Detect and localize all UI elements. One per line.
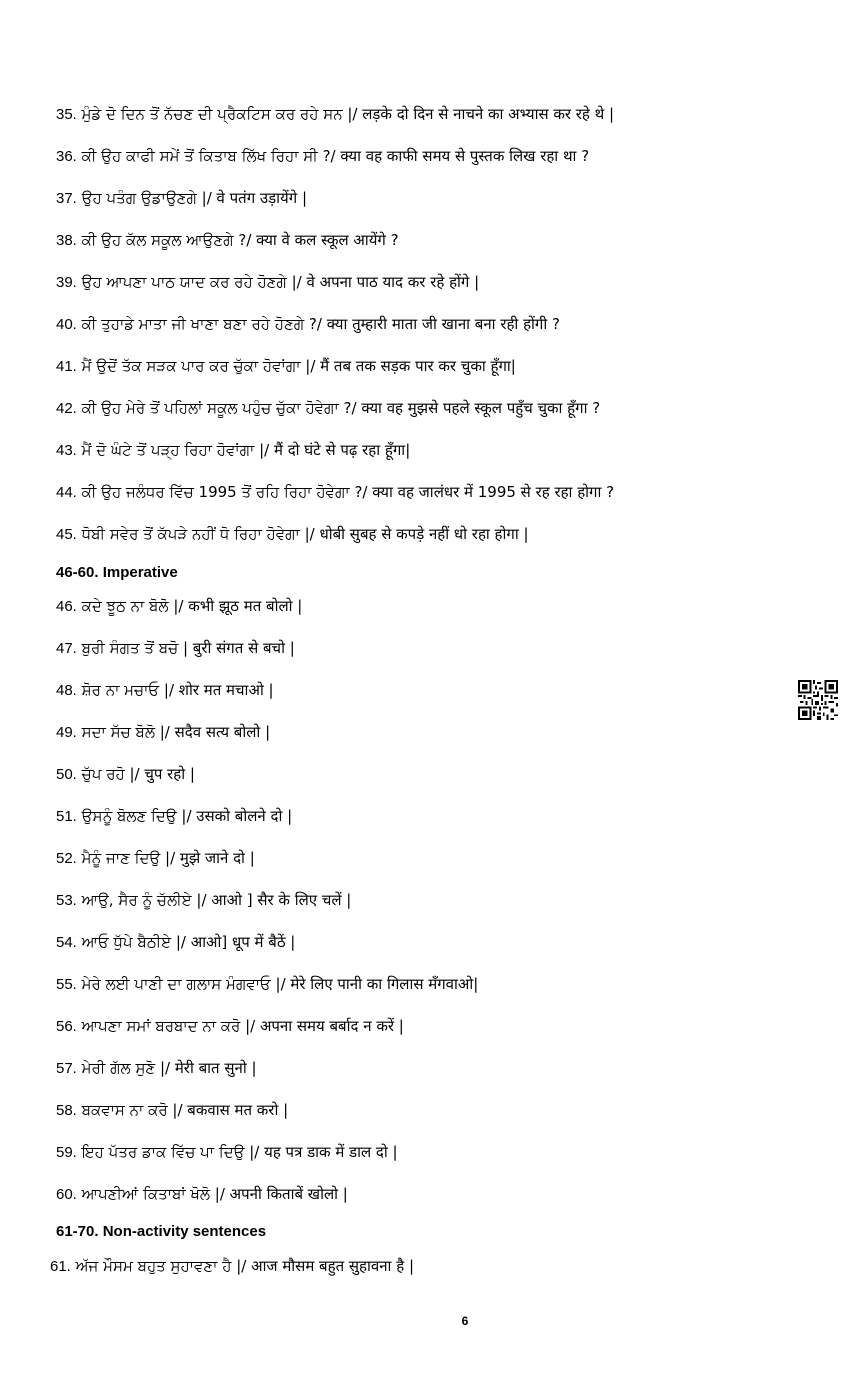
item-number: 47. <box>56 640 77 657</box>
item-number: 51. <box>56 808 77 825</box>
item-number: 41. <box>56 358 77 375</box>
item-text: ਮੈਂ ਉਦੋਂ ਤੱਕ ਸੜਕ ਪਾਰ ਕਰ ਚੁੱਕਾ ਹੋਵਾਂਗਾ |/ मैं तब तक सड़क पार कर चुका हूँगा| <box>81 357 516 375</box>
item-number: 53. <box>56 892 77 909</box>
item-number: 50. <box>56 766 77 783</box>
item-number: 56. <box>56 1018 77 1035</box>
item-number: 35. <box>56 106 77 123</box>
item-number: 37. <box>56 190 77 207</box>
item-text: ਉਸਨੂੰ ਬੋਲਣ ਦਿਉ |/ उसको बोलने दो | <box>81 807 293 825</box>
sentence-line <box>56 1100 288 1121</box>
item-number: 43. <box>56 442 77 459</box>
sentence-line <box>56 1016 404 1037</box>
sentence-line <box>56 1184 348 1205</box>
sentence-line <box>56 848 255 869</box>
sentence-line <box>56 146 589 167</box>
sentence-line <box>56 188 307 209</box>
item-number: 52. <box>56 850 77 867</box>
item-text: ਕੀ ਉਹ ਕਾਫੀ ਸਮੇਂ ਤੋਂ ਕਿਤਾਬ ਲਿੱਖ ਰਿਹਾ ਸੀ ?/ क्या वह काफी समय से पुस्तक लिख रहा था ? <box>81 147 590 165</box>
item-text: ਸ਼ੋਰ ਨਾ ਮਚਾਓ |/ शोर मत मचाओ | <box>81 681 274 699</box>
sentence-line <box>56 1058 257 1079</box>
sentence-line <box>56 806 292 827</box>
sentence-line <box>56 932 295 953</box>
item-number: 38. <box>56 232 77 249</box>
item-number: 44. <box>56 484 77 501</box>
sentence-line <box>56 440 410 461</box>
item-text: ਕੀ ਉਹ ਮੇਰੇ ਤੋਂ ਪਹਿਲਾਂ ਸਕੂਲ ਪਹੁੰਚ ਚੁੱਕਾ ਹੋਵੇਗਾ ?/ क्या वह मुझसे पहले स्कूल पहुँच चुका हूँगा ? <box>81 399 601 417</box>
item-number: 61. <box>50 1258 71 1275</box>
item-text: ਧੋਬੀ ਸਵੇਰ ਤੋਂ ਕੱਪੜੇ ਨਹੀਂ ਧੋ ਰਿਹਾ ਹੋਵੇਗਾ |/ धोबी सुबह से कपड़े नहीं धो रहा होगा | <box>81 525 529 543</box>
item-number: 58. <box>56 1102 77 1119</box>
sentence-line <box>56 596 302 617</box>
item-number: 46. <box>56 598 77 615</box>
sentence-line <box>56 524 529 545</box>
sentence-line <box>56 638 295 659</box>
item-number: 39. <box>56 274 77 291</box>
item-text: ਆਪਣਾ ਸਮਾਂ ਬਰਬਾਦ ਨਾ ਕਰੋ |/ अपना समय बर्बाद न करें | <box>81 1017 404 1035</box>
section-heading-imperative: 46-60. Imperative <box>56 564 178 581</box>
item-text: ਆਪਣੀਆਂ ਕਿਤਾਬਾਂ ਖੋਲੋ |/ अपनी किताबें खोलो | <box>81 1185 348 1203</box>
sentence-line <box>56 764 195 785</box>
item-number: 54. <box>56 934 77 951</box>
item-text: ਕੀ ਉਹ ਜਲੰਧਰ ਵਿੱਚ 1995 ਤੋਂ ਰਹਿ ਰਿਹਾ ਹੋਵੇਗਾ ?/ क्या वह जालंधर में 1995 से रह रहा होगा ? <box>81 483 615 501</box>
sentence-line <box>56 482 614 503</box>
item-number: 48. <box>56 682 77 699</box>
qr-code-icon <box>798 680 838 720</box>
item-text: ਕਦੇ ਝੂਠ ਨਾ ਬੋਲੋ |/ कभी झूठ मत बोलो | <box>81 597 303 615</box>
sentence-line <box>56 230 399 251</box>
sentence-line <box>56 890 351 911</box>
item-number: 36. <box>56 148 77 165</box>
item-number: 49. <box>56 724 77 741</box>
sentence-line <box>56 680 274 701</box>
item-number: 42. <box>56 400 77 417</box>
sentence-line <box>56 356 516 377</box>
sentence-line <box>56 974 478 995</box>
item-text: ਮੁੰਡੇ ਦੋ ਦਿਨ ਤੋਂ ਨੱਚਣ ਦੀ ਪ੍ਰੈਕਟਿਸ ਕਰ ਰਹੇ ਸਨ |/ लड़के दो दिन से नाचने का अभ्यास कर रहे थे | <box>81 105 615 123</box>
sentence-line <box>56 104 614 125</box>
item-number: 57. <box>56 1060 77 1077</box>
page-number: 6 <box>461 1314 469 1328</box>
item-text: ਮੈਨੂੰ ਜਾਣ ਦਿਉ |/ मुझे जाने दो | <box>81 849 255 867</box>
section-heading-nonactivity: 61-70. Non-activity sentences <box>56 1223 267 1240</box>
sentence-line <box>50 1256 414 1277</box>
item-number: 45. <box>56 526 77 543</box>
item-number: 59. <box>56 1144 77 1161</box>
item-text: ਚੁੱਪ ਰਹੋ |/ चुप रहो | <box>81 765 195 783</box>
item-text: ਮੇਰੇ ਲਈ ਪਾਣੀ ਦਾ ਗਲਾਸ ਮੰਗਵਾਓ |/ मेरे लिए पानी का गिलास मँगवाओ| <box>81 975 479 993</box>
item-text: ਉਹ ਆਪਣਾ ਪਾਠ ਯਾਦ ਕਰ ਰਹੇ ਹੋਣਗੇ |/ वे अपना पाठ याद कर रहे होंगे | <box>81 273 480 291</box>
sentence-line <box>56 722 270 743</box>
sentence-line <box>56 1142 398 1163</box>
sentence-line <box>56 314 560 335</box>
item-text: ਕੀ ਤੁਹਾਡੇ ਮਾਤਾ ਜੀ ਖਾਣਾ ਬਣਾ ਰਹੇ ਹੋਣਗੇ ?/ क्या तुम्हारी माता जी खाना बना रही होंगी ? <box>81 315 560 333</box>
item-text: ਬੁਰੀ ਸੰਗਤ ਤੋਂ ਬਚੋ | बुरी संगत से बचो | <box>81 639 295 657</box>
item-text: ਕੀ ਉਹ ਕੱਲ ਸਕੂਲ ਆਉਣਗੇ ?/ क्या वे कल स्कूल आयेंगे ? <box>81 231 399 249</box>
item-text: ਆਓ ਧੁੱਪੇ ਬੈਠੀਏ |/ आओ] धूप में बैठें | <box>81 933 296 951</box>
item-text: ਬਕਵਾਸ ਨਾ ਕਰੋ |/ बकवास मत करो | <box>81 1101 289 1119</box>
item-number: 60. <box>56 1186 77 1203</box>
item-text: ਅੱਜ ਮੌਸਮ ਬਹੁਤ ਸੁਹਾਵਣਾ ਹੈ |/ आज मौसम बहुत सुहावना है | <box>75 1257 415 1275</box>
item-text: ਇਹ ਪੱਤਰ ਡਾਕ ਵਿੱਚ ਪਾ ਦਿਉ |/ यह पत्र डाक में डाल दो | <box>81 1143 398 1161</box>
sentence-line <box>56 398 600 419</box>
item-text: ਸਦਾ ਸੱਚ ਬੋਲੋ |/ सदैव सत्य बोलो | <box>81 723 271 741</box>
item-number: 40. <box>56 316 77 333</box>
sentence-line <box>56 272 479 293</box>
item-text: ਉਹ ਪਤੰਗ ਉਡਾਉਣਗੇ |/ वे पतंग उड़ायेंगे | <box>81 189 308 207</box>
item-text: ਆਉ, ਸੈਰ ਨੂੰ ਚੱਲੀਏ |/ आओ ] सैर के लिए चलें | <box>81 891 352 909</box>
item-text: ਮੇਰੀ ਗੱਲ ਸੁਣੋ |/ मेरी बात सुनो | <box>81 1059 257 1077</box>
item-number: 55. <box>56 976 77 993</box>
item-text: ਮੈਂ ਦੋ ਘੰਟੇ ਤੋਂ ਪੜ੍ਹ ਰਿਹਾ ਹੋਵਾਂਗਾ |/ मैं दो घंटे से पढ़ रहा हूँगा| <box>81 441 411 459</box>
